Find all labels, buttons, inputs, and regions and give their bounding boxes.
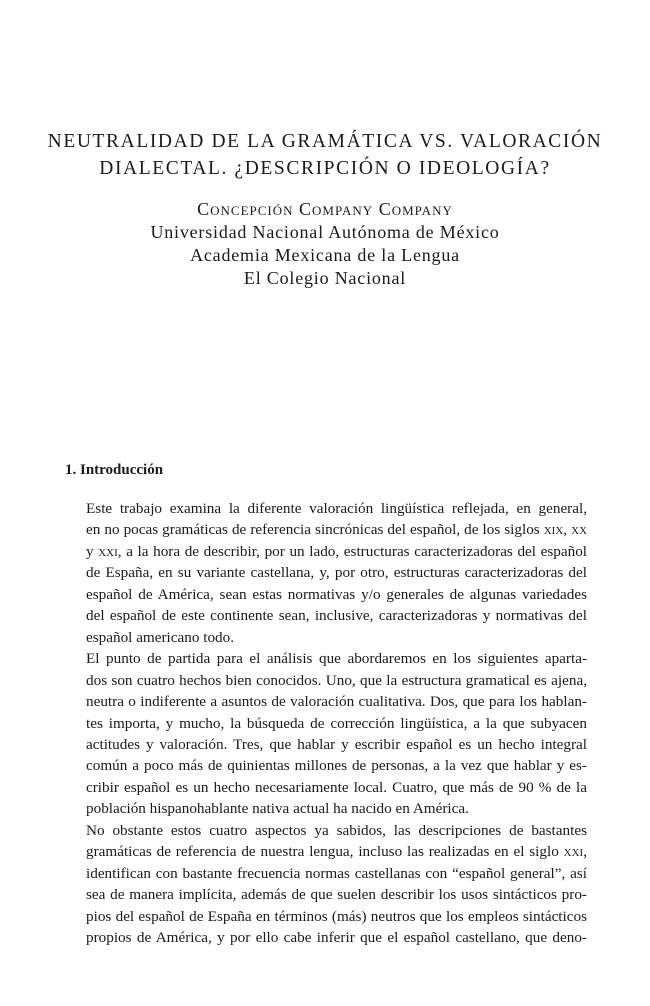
affiliation-2: Academia Mexicana de la Lengua	[190, 245, 460, 265]
paragraph-line: El punto de partida para el análisis que abordaremos en los siguientes aparta-	[86, 650, 587, 668]
paragraph-line: población hispanohablante nativa actual ha nacido en América.	[86, 800, 469, 818]
paragraph-line: tes importa, y mucho, la búsqueda de corrección lingüística, a la que subyacen	[86, 714, 587, 732]
paragraph-line: pios del español de España en términos (más) neutros que los empleos sintácticos	[86, 907, 587, 925]
paragraph-line: sea de manera implícita, además de que suelen describir los usos sintácticos pro-	[86, 886, 587, 904]
paragraph-line: Este trabajo examina la diferente valoración lingüística reflejada, en general,	[86, 500, 587, 517]
paragraph-line: neutra o indiferente a asuntos de valoración cualitativa. Dos, que para los hablan-	[86, 693, 587, 711]
affiliation-3: El Colegio Nacional	[243, 268, 407, 288]
paragraph-1	[65, 498, 587, 648]
paragraph-line: común a poco más de quinientas millones de personas, a la vez que hablar y es-	[86, 757, 587, 775]
author-byline	[40, 198, 610, 290]
author-name: Concepción Company Company	[197, 199, 453, 219]
title-line-1: NEUTRALIDAD DE LA GRAMÁTICA VS. VALORACIÓN	[47, 131, 603, 152]
paragraph-line: del español de este continente sean, inclusive, caracterizadoras y normativas del	[86, 607, 587, 625]
section-heading: 1. Introducción	[65, 462, 164, 478]
paragraph-line: cribir español es un hecho necesariamente local. Cuatro, que más de 90 % de la	[86, 778, 587, 796]
affiliation-1: Universidad Nacional Autónoma de México	[150, 222, 500, 242]
paragraph-line: de España, en su variante castellana, y, por otro, estructuras caracterizadoras del	[86, 564, 587, 582]
paragraph-2	[65, 648, 587, 820]
article-title	[40, 128, 610, 182]
paragraph-line: actitudes y valoración. Tres, que hablar y escribir español es un hecho integral	[86, 735, 587, 753]
paragraph-line: identifican con bastante frecuencia normas castellanas con “español general”, así	[86, 864, 587, 882]
paragraph-line: dos son cuatro hechos bien conocidos. Uno, que la estructura gramatical es ajena,	[86, 671, 587, 689]
body-text	[65, 498, 587, 949]
title-line-2: DIALECTAL. ¿DESCRIPCIÓN O IDEOLOGÍA?	[99, 158, 551, 179]
paragraph-line: español americano todo.	[86, 628, 235, 646]
paragraph-line: gramáticas de referencia de nuestra lengua, incluso las realizadas en el siglo xxi,	[86, 843, 587, 861]
paragraph-line: No obstante estos cuatro aspectos ya sabidos, las descripciones de bastantes	[86, 821, 587, 839]
paragraph-line: propios de América, y por ello cabe inferir que el español castellano, que deno-	[86, 929, 587, 947]
paragraph-line: y xxi, a la hora de describir, por un lado, estructuras caracterizadoras del español	[86, 542, 588, 560]
paragraph-3	[65, 820, 587, 949]
paragraph-line: en no pocas gramáticas de referencia sincrónicas del español, de los siglos xix, xx	[86, 521, 588, 539]
paragraph-line: español de América, sean estas normativas y/o generales de algunas variedades	[86, 585, 587, 603]
